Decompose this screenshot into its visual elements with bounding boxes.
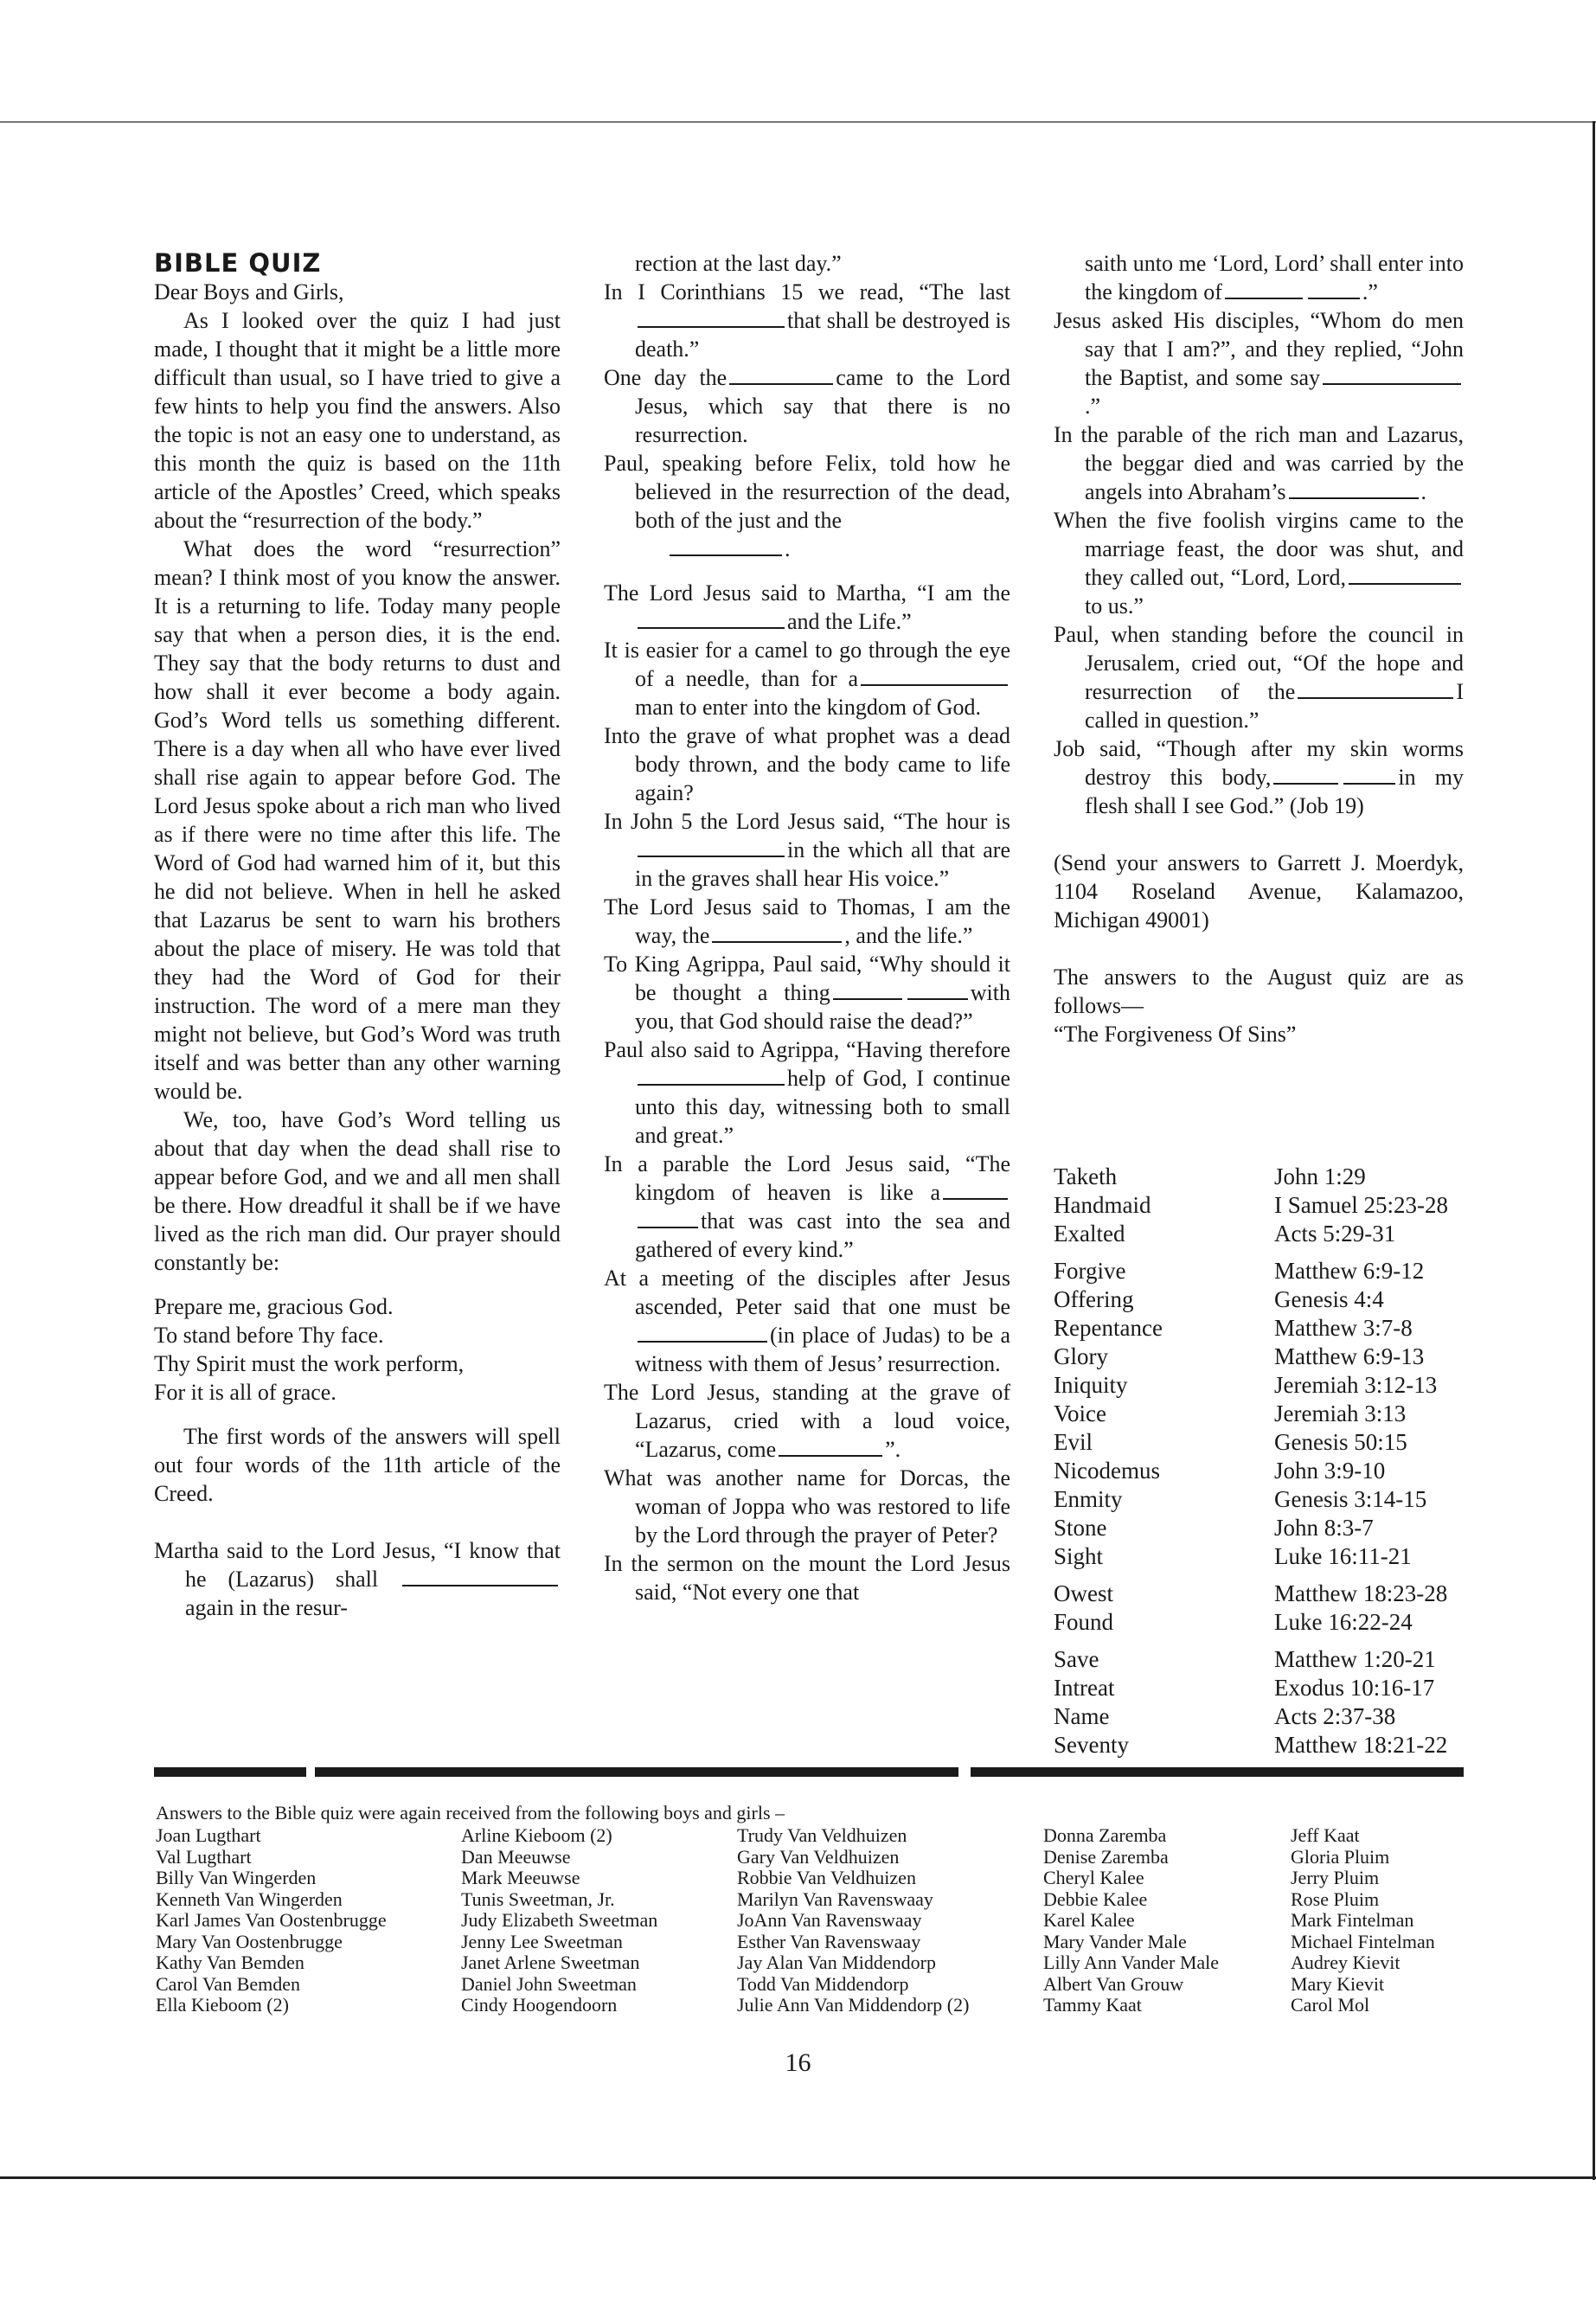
answer-blank xyxy=(638,309,785,328)
question-13: At a meeting of the disciples after Jesus ascended, Peter said that one must be(in place of Judas) to be a witness with them of Jesus’ resurrection. xyxy=(604,1266,1010,1376)
respondent-name: Karel Kalee xyxy=(1043,1909,1135,1931)
poem-line-4: For it is all of grace. xyxy=(154,1380,337,1405)
answer-row: Evil Genesis 50:15 xyxy=(1054,1429,1407,1455)
answer-row: Iniquity Jeremiah 3:12-13 xyxy=(1054,1372,1438,1398)
send-answers-note: (Send your answers to Garrett J. Moerdyk, 1104 Roseland Avenue, Kalamazoo, Michigan 49001) xyxy=(1054,850,1464,933)
answer-group xyxy=(1054,1645,1464,1759)
answer-row: Voice Jeremiah 3:13 xyxy=(1054,1400,1407,1426)
respondent-name: Jerry Pluim xyxy=(1291,1867,1380,1888)
respondent-name: Marilyn Van Ravenswaay xyxy=(737,1888,933,1910)
answer-row: Glory Matthew 6:9-13 xyxy=(1054,1343,1425,1369)
respondent-name: Karl James Van Oostenbrugge xyxy=(156,1909,387,1931)
answer-row: Seventy Matthew 18:21-22 xyxy=(1054,1732,1448,1758)
answer-blank xyxy=(638,1067,785,1086)
answer-blank xyxy=(1343,766,1395,785)
answers-intro: The answers to the August quiz are as follows— xyxy=(1054,965,1464,1018)
respondent-name: Joan Lugthart xyxy=(156,1824,261,1846)
answer-blank xyxy=(1273,766,1338,785)
question-15: What was another name for Dorcas, the woman of Joppa who was restored to life by the Lord through the prayer of Peter? xyxy=(604,1465,1010,1548)
respondent-name: Trudy Van Veldhuizen xyxy=(737,1824,907,1846)
respondent-name: Daniel John Sweetman xyxy=(461,1972,637,1995)
page-number: 16 xyxy=(785,2048,811,2077)
closing-paragraph: The first words of the answers will spell out four words of the 11th article of the Creed. xyxy=(154,1424,561,1506)
respondents-column-1 xyxy=(156,1825,387,2016)
column-3 xyxy=(1054,249,1464,1048)
respondent-name: Michael Fintelman xyxy=(1291,1930,1435,1952)
respondent-name: Dan Meeuwse xyxy=(461,1845,571,1868)
poem-line-1: Prepare me, gracious God. xyxy=(154,1294,394,1319)
answer-blank xyxy=(1289,480,1419,499)
respondents-column-4 xyxy=(1043,1825,1219,2016)
respondent-name: Gary Van Veldhuizen xyxy=(737,1845,900,1868)
respondent-name: Judy Elizabeth Sweetman xyxy=(461,1909,658,1931)
answer-group xyxy=(1054,1257,1464,1571)
question-19: When the five foolish virgins came to the marriage feast, the door was shut, and they called out, “Lord, Lord,to us.” xyxy=(1054,508,1464,619)
bottom-border-line xyxy=(0,2176,1596,2179)
answer-row: Enmity Genesis 3:14-15 xyxy=(1054,1486,1427,1512)
poem-line-3: Thy Spirit must the work perform, xyxy=(154,1351,465,1376)
respondent-name: Esther Van Ravenswaay xyxy=(737,1930,921,1952)
respondent-name: Donna Zaremba xyxy=(1043,1824,1167,1846)
question-16: In the sermon on the mount the Lord Jesus said, “Not every one that xyxy=(604,1551,1010,1605)
answer-row: Found Luke 16:22-24 xyxy=(1054,1609,1413,1635)
respondents-intro: Answers to the Bible quiz were again received from the following boys and girls – xyxy=(156,1802,785,1823)
greeting: Dear Boys and Girls, xyxy=(154,279,344,304)
question-11: Paul also said to Agrippa, “Having thereforehelp of God, I continue unto this day, witnessing both to small and great.” xyxy=(604,1037,1010,1148)
question-4: Paul, speaking before Felix, told how he believed in the resurrection of the dead, both of the just and the . xyxy=(604,451,1010,561)
question-1-end: rection at the last day.” xyxy=(635,251,842,276)
respondent-name: Jeff Kaat xyxy=(1291,1824,1360,1846)
respondent-name: Ella Kieboom (2) xyxy=(156,1994,289,2016)
intro-paragraph-2: What does the word “resurrection” mean? I think most of you know the answer. It is a returning to life. Today many people say that when a person dies, it is the end. They say that the body returns to dust and how shall it ever become a body again. God’s Word tells us something different. There is a day when all who have ever lived shall rise again to appear before God. The Lord Jesus spoke about a rich man who lived as if there were no time after this life. The Word of God had warned him of it, but this he did not believe. When in hell he asked that Lazarus be sent to warn his brothers about the place of misery. He was told that they had the Word of God for their instruction. The word of a mere man they might not believe, but God’s Word was truth itself and was better than any other warning would be. xyxy=(154,536,561,1104)
answer-row: Intreat Exodus 10:16-17 xyxy=(1054,1675,1435,1701)
right-border-line xyxy=(1593,121,1595,2180)
question-9: The Lord Jesus said to Thomas, I am the way, the , and the life.” xyxy=(604,894,1010,948)
answer-blank xyxy=(1323,366,1461,385)
answer-blank xyxy=(402,1567,558,1586)
answer-blank xyxy=(1225,280,1303,299)
respondent-name: Rose Pluim xyxy=(1291,1888,1380,1910)
respondent-name: Jenny Lee Sweetman xyxy=(461,1930,623,1952)
respondent-name: Gloria Pluim xyxy=(1291,1845,1390,1868)
question-7: Into the grave of what prophet was a dead body thrown, and the body came to life again? xyxy=(604,723,1010,805)
respondent-name: Carol Van Bemden xyxy=(156,1972,301,1995)
answer-blank xyxy=(638,1209,698,1228)
answer-row: Taketh John 1:29 xyxy=(1054,1163,1366,1189)
answer-row: Handmaid I Samuel 25:23-28 xyxy=(1054,1192,1448,1218)
respondent-name: Kathy Van Bemden xyxy=(156,1952,304,1973)
answer-group xyxy=(1054,1163,1464,1248)
respondent-name: Val Lugthart xyxy=(156,1845,252,1868)
column-2 xyxy=(604,249,1010,1606)
question-5: The Lord Jesus said to Martha, “I am theand the Life.” xyxy=(604,580,1010,634)
answer-row: Name Acts 2:37-38 xyxy=(1054,1703,1396,1729)
answer-row: Sight Luke 16:11-21 xyxy=(1054,1543,1412,1569)
question-2: In I Corinthians 15 we read, “The lastthat shall be destroyed is death.” xyxy=(604,279,1010,362)
respondent-name: Denise Zaremba xyxy=(1043,1845,1169,1868)
respondent-name: Arline Kieboom (2) xyxy=(461,1824,612,1846)
answer-row: Forgive Matthew 6:9-12 xyxy=(1054,1258,1425,1284)
answer-row: Repentance Matthew 3:7-8 xyxy=(1054,1315,1413,1341)
question-21: Job said, “Though after my skin worms destroy this body, in my flesh shall I see God.” (Job 19) xyxy=(1054,736,1464,818)
respondents-column-5 xyxy=(1291,1825,1435,2016)
respondent-name: Mary Kievit xyxy=(1291,1972,1385,1995)
intro-paragraph-1: As I looked over the quiz I had just made, I thought that it might be a little more difficult than usual, so I have tried to give a few hints to help you find the answers. Also the topic is not an easy one to understand, as this month the quiz is based on the 11th article of the Apostles’ Creed, which speaks about the “resurrection of the body.” xyxy=(154,308,561,533)
respondent-name: Julie Ann Van Middendorp (2) xyxy=(737,1994,970,2016)
answer-blank xyxy=(729,366,833,385)
respondent-name: Tunis Sweetman, Jr. xyxy=(461,1888,615,1910)
quiz-title: BIBLE QUIZ xyxy=(154,248,322,278)
answer-blank xyxy=(638,610,785,629)
respondent-name: Albert Van Grouw xyxy=(1043,1972,1184,1995)
respondent-name: Tammy Kaat xyxy=(1043,1994,1142,2016)
answer-blank xyxy=(943,1181,1008,1200)
respondents-column-2 xyxy=(461,1825,657,2016)
question-10: To King Agrippa, Paul said, “Why should it be thought a thing with you, that God should raise the dead?” xyxy=(604,952,1010,1034)
answer-row: Stone John 8:3-7 xyxy=(1054,1515,1374,1541)
answer-blank xyxy=(1298,680,1453,699)
respondent-name: Cheryl Kalee xyxy=(1043,1867,1144,1888)
question-6: It is easier for a camel to go through the eye of a needle, than for aman to enter into the kingdom of God. xyxy=(604,638,1010,720)
question-14: The Lord Jesus, standing at the grave of Lazarus, cried with a loud voice, “Lazarus, come ”. xyxy=(604,1380,1010,1462)
answer-blank xyxy=(638,838,785,857)
question-8: In John 5 the Lord Jesus said, “The hour isin the which all that are in the graves shall hear His voice.” xyxy=(604,809,1010,891)
respondent-name: Debbie Kalee xyxy=(1043,1888,1148,1910)
respondent-name: Carol Mol xyxy=(1291,1994,1370,2016)
respondent-name: Jay Alan Van Middendorp xyxy=(737,1952,936,1973)
question-1 xyxy=(154,1536,561,1622)
answer-blank xyxy=(861,667,1008,686)
respondent-name: Mark Fintelman xyxy=(1291,1909,1414,1931)
respondent-name: Mary Van Oostenbrugge xyxy=(156,1930,343,1952)
answer-row: Owest Matthew 18:23-28 xyxy=(1054,1580,1448,1606)
question-12: In a parable the Lord Jesus said, “The kingdom of heaven is like athat was cast into the sea and gathered of every kind.” xyxy=(604,1151,1010,1262)
respondents-column-3 xyxy=(737,1825,969,2016)
question-3: One day the came to the Lord Jesus, which say that there is no resurrection. xyxy=(604,365,1011,447)
answer-blank xyxy=(779,1438,882,1457)
respondent-name: Cindy Hoogendoorn xyxy=(461,1994,618,2016)
answer-row: Nicodemus John 3:9-10 xyxy=(1054,1458,1386,1484)
answer-group xyxy=(1054,1580,1464,1637)
section-divider xyxy=(154,1767,1464,1777)
respondent-name: Lilly Ann Vander Male xyxy=(1043,1952,1220,1973)
question-16-cont: saith unto me ‘Lord, Lord’ shall enter into the kingdom of .” xyxy=(1085,251,1464,304)
respondent-name: Billy Van Wingerden xyxy=(156,1867,317,1888)
respondent-name: Todd Van Middendorp xyxy=(737,1972,909,1995)
respondent-name: JoAnn Van Ravenswaay xyxy=(737,1909,922,1931)
answer-row: Exalted Acts 5:29-31 xyxy=(1054,1221,1396,1247)
question-17: Jesus asked His disciples, “Whom do men say that I am?”, and they replied, “John the Baptist, and some say.” xyxy=(1054,308,1464,419)
answer-blank xyxy=(712,924,842,943)
answer-blank xyxy=(1308,280,1360,299)
answer-row: Offering Genesis 4:4 xyxy=(1054,1286,1384,1312)
answer-blank xyxy=(907,981,968,1000)
answer-blank xyxy=(638,1324,767,1343)
answer-blank xyxy=(1349,566,1461,585)
poem-line-2: To stand before Thy face. xyxy=(154,1323,384,1348)
question-1-text-cont: again in the resur- xyxy=(185,1595,348,1620)
respondent-name: Mary Vander Male xyxy=(1043,1930,1187,1952)
intro-paragraph-3: We, too, have God’s Word telling us about that day when the dead shall rise to appear before God, and we and all men shall be there. How dreadful it shall be if we have lived as the rich man did. Our prayer should constantly be: xyxy=(154,1107,561,1275)
answer-blank xyxy=(833,981,902,1000)
august-answers-list xyxy=(1054,1163,1464,1768)
respondent-name: Kenneth Van Wingerden xyxy=(156,1888,343,1910)
respondent-name: Audrey Kievit xyxy=(1291,1952,1401,1973)
top-border-line xyxy=(0,121,1596,123)
answer-row: Save Matthew 1:20-21 xyxy=(1054,1646,1436,1672)
column-1 xyxy=(154,249,561,1622)
respondent-name: Janet Arlene Sweetman xyxy=(461,1952,640,1973)
question-1-text: Martha said to the Lord Jesus, “I know that he (Lazarus) shall xyxy=(154,1538,561,1592)
question-18: In the parable of the rich man and Lazarus, the beggar died and was carried by the angels into Abraham’s . xyxy=(1054,422,1464,504)
respondent-name: Mark Meeuwse xyxy=(461,1867,580,1888)
question-20: Paul, when standing before the council in Jerusalem, cried out, “Of the hope and resurrection of the I called in question.” xyxy=(1054,622,1464,733)
answer-blank xyxy=(670,537,782,556)
respondent-name: Robbie Van Veldhuizen xyxy=(737,1867,916,1888)
answers-title: “The Forgiveness Of Sins” xyxy=(1054,1022,1297,1047)
